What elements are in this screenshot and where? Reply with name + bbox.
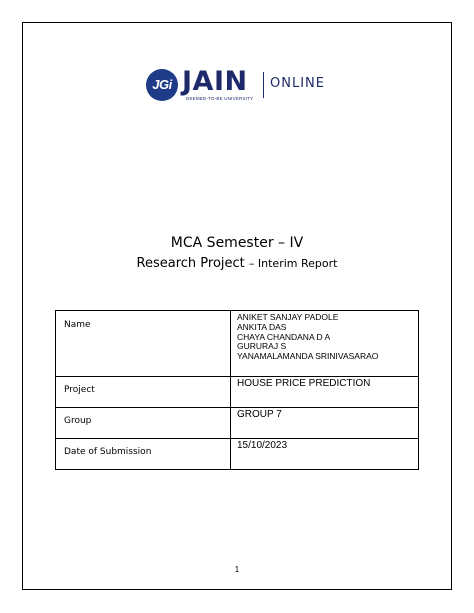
table-row xyxy=(56,311,419,377)
table-row xyxy=(56,439,419,470)
logo-tagline: DEEMED-TO-BE UNIVERSITY xyxy=(186,96,254,101)
row-label: Project xyxy=(56,377,231,408)
jgi-badge-icon: JGi xyxy=(146,69,178,101)
logo-brand: JAIN xyxy=(182,66,248,97)
report-title-suffix: – Interim Report xyxy=(248,257,338,270)
member-name: GURURAJ S xyxy=(237,341,287,352)
project-value: HOUSE PRICE PREDICTION xyxy=(231,377,419,408)
row-label: Name xyxy=(56,311,231,377)
table-row xyxy=(56,377,419,408)
page-number: 1 xyxy=(234,565,240,574)
report-title-main: Research Project xyxy=(136,256,245,271)
member-name: ANKITA DAS xyxy=(237,321,287,332)
date-value: 15/10/2023 xyxy=(231,439,419,470)
semester-title: MCA Semester – IV xyxy=(170,235,304,251)
member-name: YANAMALAMANDA SRINIVASARAO xyxy=(237,351,379,362)
jain-online-logo xyxy=(146,68,336,102)
table-row xyxy=(56,408,419,439)
logo-online: ONLINE xyxy=(270,76,325,91)
row-label: Group xyxy=(56,408,231,439)
group-value: GROUP 7 xyxy=(231,408,419,439)
member-name: CHAYA CHANDANA D A xyxy=(237,331,331,342)
page-border xyxy=(22,22,452,590)
report-title xyxy=(0,256,474,271)
details-table xyxy=(55,310,419,470)
name-list xyxy=(231,311,419,377)
logo-divider xyxy=(263,72,264,98)
member-name: ANIKET SANJAY PADOLE xyxy=(237,312,339,322)
row-label: Date of Submission xyxy=(56,439,231,470)
